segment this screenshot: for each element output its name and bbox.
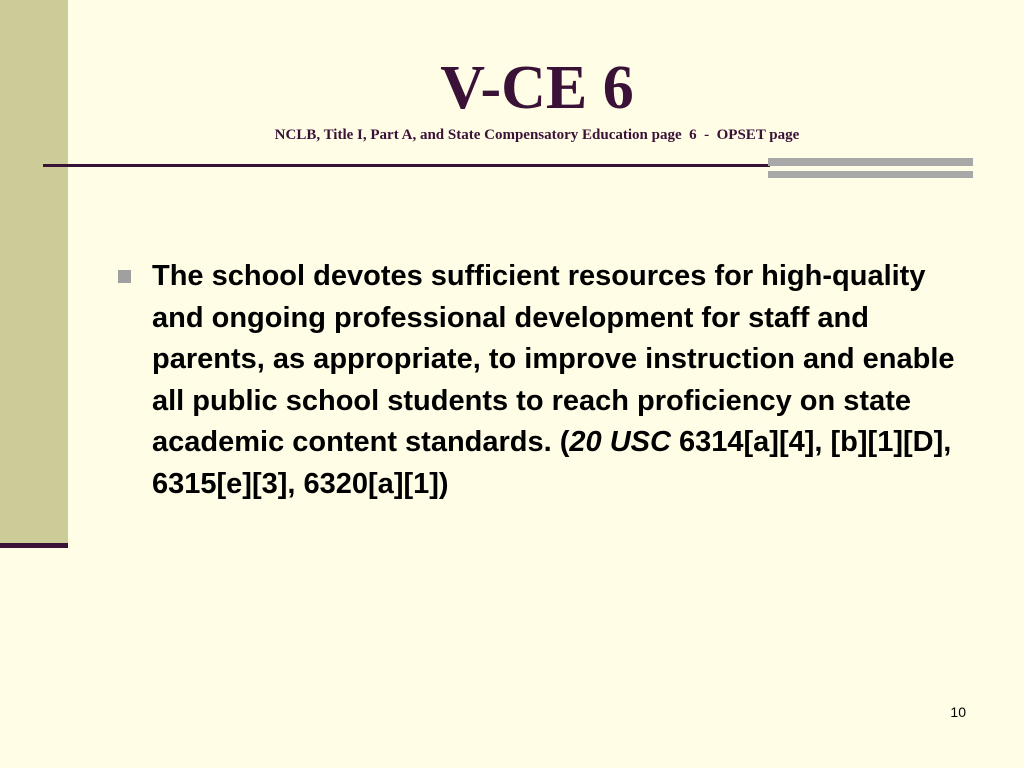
page-number: 10 bbox=[950, 704, 966, 720]
slide-title: V-CE 6 bbox=[440, 54, 634, 122]
bullet-text-main: The school devotes sufficient resources for high-quality and ongoing professional development for staff and parents, as appropriate, to improve instruction and enable all public school students to reach proficiency on state academic content standards. ( bbox=[152, 260, 955, 458]
bullet-item bbox=[114, 256, 974, 505]
left-band-rule bbox=[0, 543, 68, 548]
left-decorative-band bbox=[0, 0, 68, 547]
citation-italic: 20 USC bbox=[569, 426, 671, 458]
slide-subtitle: NCLB, Title I, Part A, and State Compensatory Education page 6 - OPSET page bbox=[274, 127, 800, 143]
bullet-text bbox=[152, 256, 974, 505]
header-rule bbox=[43, 164, 770, 167]
citation-references: 6314[a][4], [b][1][D], 6315[e][3], 6320[a][1]) bbox=[152, 426, 952, 500]
header-accent-bar-top bbox=[768, 158, 973, 166]
header-accent-bar-bottom bbox=[768, 171, 973, 178]
square-bullet-icon bbox=[118, 270, 131, 283]
